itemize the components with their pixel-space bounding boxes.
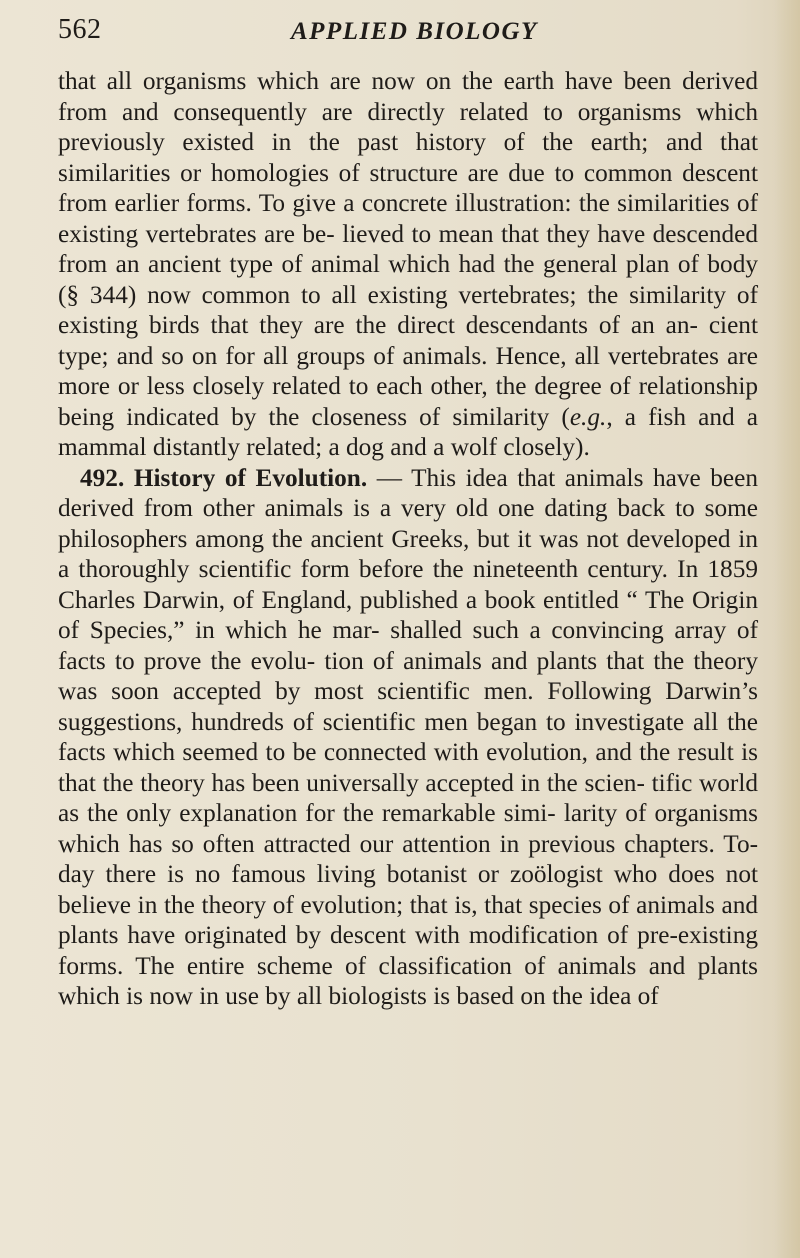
text-line: illustration: the similarities of existing vertebrates are be- [58,189,758,248]
text-line: that all organisms which are now on the earth have been [58,67,672,95]
text-line: which previously existed in the past history of the earth; [58,97,759,156]
example-abbreviation: e.g. [569,402,607,431]
text-line: been derived from other animals is a very old one dating back [58,463,758,522]
text-line: to some philosophers among the ancient Greeks, but it was not [58,494,759,553]
section-492-paragraph [58,463,758,1012]
text-line: type of animal which had the general plan of body (§ 344) [58,250,758,309]
text-line: and that similarities or homologies of structure are due to [58,128,758,187]
text-line: botanist or zoölogist who does not believe in the theory of [58,860,759,919]
text-line: — This idea that animals have [367,463,701,492]
text-line: a book entitled “ The Origin of Species,” in which he mar- [58,585,758,644]
text-line: in previous chapters. To-day there is no famous living [58,829,759,888]
text-line: which seemed to be connected with evolution, and the result [113,738,734,766]
text-line: cient type; and so on for all groups of animals. Hence, all [58,311,758,370]
text-line: hundreds of scientific men began to investigate all the facts [58,707,758,766]
text-line: century. In 1859 Charles Darwin, of England, published [58,555,759,614]
text-line: tion of animals and plants that the theory was soon accepted [58,646,759,705]
paragraph-continuation [58,66,758,463]
text-line: developed in a thoroughly scientific form before the nineteenth [58,524,758,583]
text-line: is that the theory has been universally accepted in the scien- [58,738,758,797]
text-line: now common to all existing vertebrates; the similarity of [147,280,758,309]
text-line: lieved to mean that they have descended from an ancient [58,219,759,278]
page-header [58,14,758,66]
page-edge-shadow [774,0,800,1258]
text-line: The entire scheme of classification of animals and plants [135,951,758,980]
text-line: larity of organisms which has so often attracted our attention [58,799,758,858]
text-line: common descent from earlier forms. To give a concrete [58,158,758,217]
section-title: History of Evolution. [133,463,368,492]
section-number: 492. [80,463,125,492]
text-line: tific world as the only explanation for the remarkable simi- [58,768,758,827]
text-line: vertebrates are more or less closely related to each other, the [58,341,758,400]
text-line: similarity ( [452,402,570,431]
text-line: originated by descent with modification of pre-existing forms. [58,921,758,980]
body-text [58,66,758,1012]
text-line: , a fish and a mammal distantly related; a dog [58,402,758,461]
running-head: APPLIED BIOLOGY [291,18,538,45]
page-number: 562 [58,14,102,45]
text-line: by most scientific men. Following Darwin’s suggestions, [58,677,758,736]
text-line: which is now in use by all biologists is based on the idea of [58,982,659,1010]
text-line: evolution; that is, that species of animals and plants have [58,890,758,949]
text-line: degree of relationship being indicated by the closeness of [58,372,758,431]
text-line: derived from and consequently are directly related to organisms [58,67,758,126]
text-line: and a wolf closely). [390,433,590,461]
text-line: existing birds that they are the direct descendants of an an- [58,311,698,339]
text-line: shalled such a convincing array of facts to prove the evolu- [58,616,758,675]
